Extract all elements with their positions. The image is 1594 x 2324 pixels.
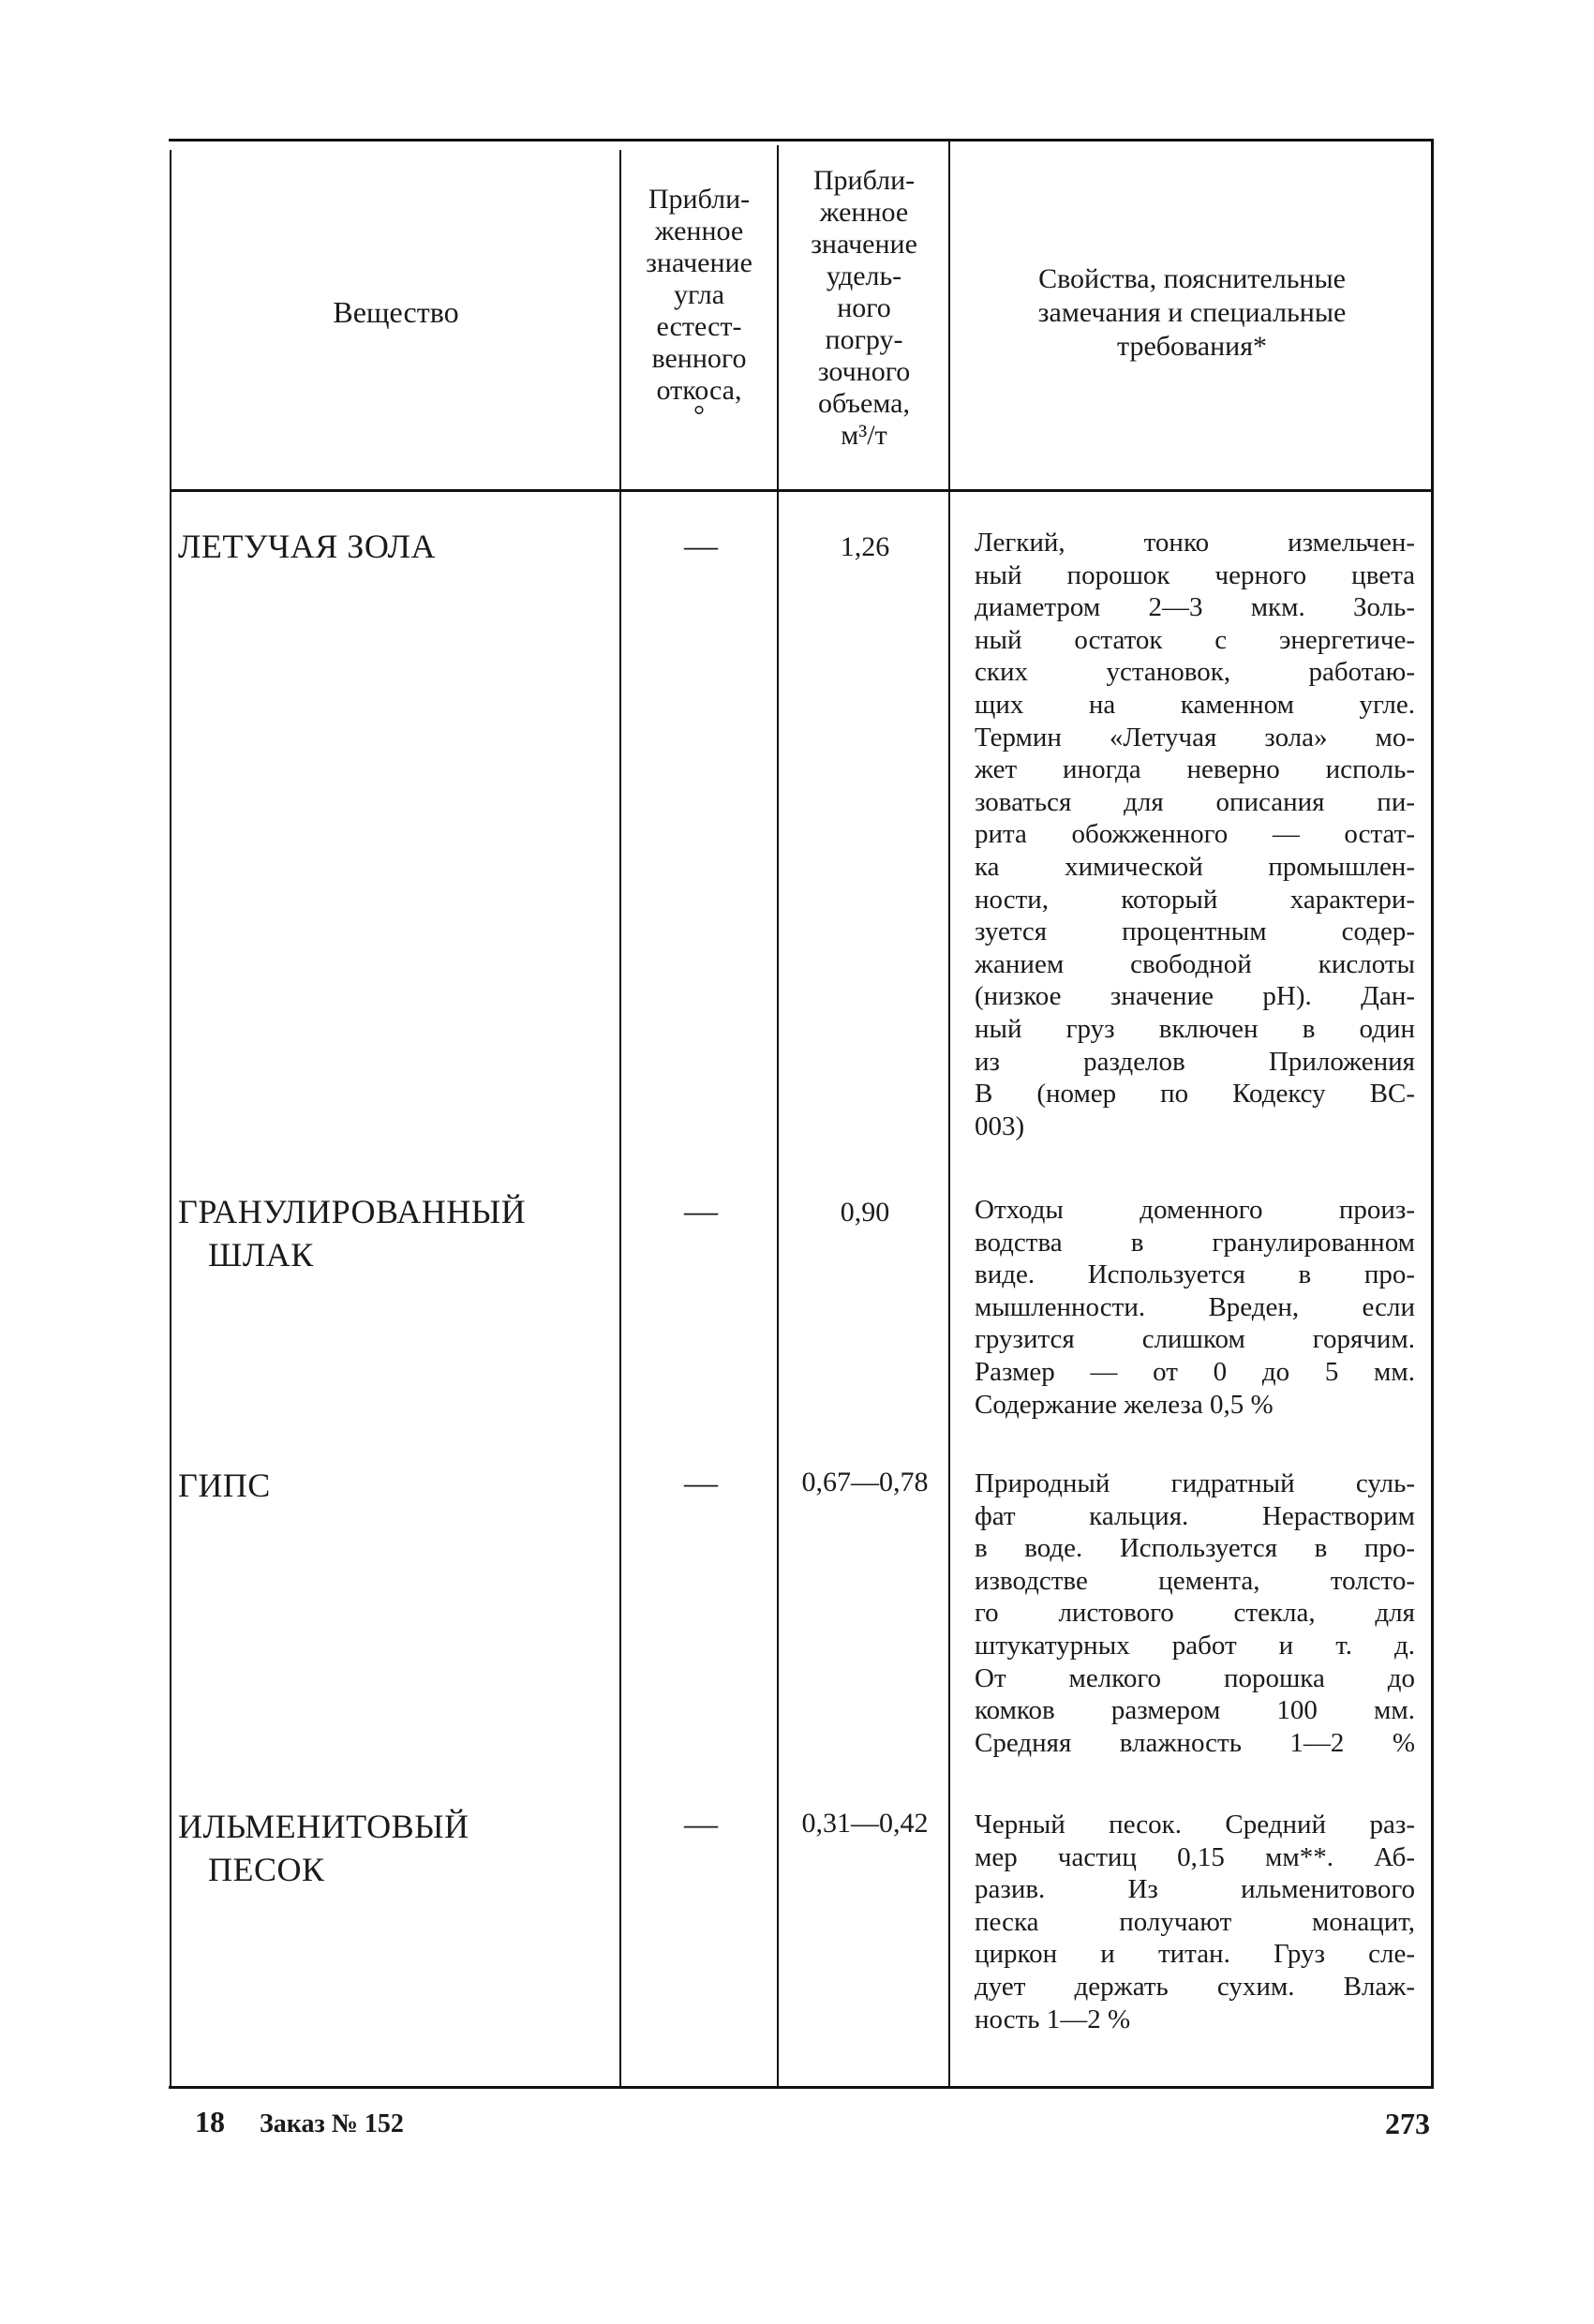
header-bottom-rule (171, 489, 1432, 492)
header-volume: Прибли- женное значение удель- ного погру- зочного объема, м³/т (811, 165, 917, 451)
header-substance: Вещество (333, 295, 459, 329)
print-signature (195, 2105, 404, 2139)
angle-value: — (684, 527, 718, 564)
description: Отходы доменного произ- водства в гранулированном виде. Используется в про- мышленности. Вреден, если грузится слишком горячим. Размер — от 0 до 5 мм. Содержание железа 0,5 % (975, 1195, 1415, 1420)
angle-value: — (684, 1464, 718, 1501)
column-divider-2 (777, 145, 779, 2088)
header-angle: Прибли- женное значение угла естест- венного откоса, ° (646, 184, 752, 431)
volume-value: 1,26 (840, 531, 890, 562)
substance-name: ИЛЬМЕНИТОВЫЙ ПЕСОК (178, 1808, 469, 1888)
table-right-border (1431, 139, 1434, 2088)
volume-value: 0,90 (840, 1197, 890, 1228)
column-divider-3 (948, 141, 950, 2088)
description: Легкий, тонко измельчен- ный порошок черного цвета диаметром 2—3 мкм. Золь- ный остаток с энергетиче- ских установок, работаю- щих на каменном угле. Термин «Летучая зола» мо- жет иногда неверно исполь- зоваться для описания пи- рита обожженного — остат- ка химической промышлен- ности, который характери- зуется процентным содер- жанием свободной кислоты (низкое значение рН). Дан- ный груз включен в один из разделов Приложения В (номер по Кодексу ВС- 003) (975, 528, 1415, 1141)
angle-value: — (684, 1192, 718, 1229)
substance-name: ЛЕТУЧАЯ ЗОЛА (178, 528, 436, 565)
table-top-rule (169, 139, 1434, 142)
sheet-number: 18 (195, 2105, 225, 2138)
angle-value: — (684, 1805, 718, 1842)
substance-name: ГИПС (178, 1467, 271, 1504)
header-properties: Свойства, пояснительные замечания и специальные требования* (1037, 263, 1347, 362)
volume-value: 0,31—0,42 (801, 1808, 929, 1839)
volume-value: 0,67—0,78 (801, 1467, 929, 1497)
description: Природный гидратный суль- фат кальция. Нерастворим в воде. Используется в про- изводстве цемента, толсто- го листового стекла, для штукатурных работ и т. д. От мелкого порошка до комков размером 100 мм. Средняя влажность 1—2 % (975, 1468, 1415, 1758)
order-number: Заказ № 152 (260, 2109, 404, 2138)
table-left-border (170, 150, 171, 2088)
substance-name: ГРАНУЛИРОВАННЫЙ ШЛАК (178, 1193, 527, 1274)
page-number: 273 (1385, 2107, 1430, 2140)
description: Черный песок. Средний раз- мер частиц 0,15 мм**. Аб- разив. Из ильменитового песка получают монацит, циркон и титан. Груз сле- дует держать сухим. Влаж- ность 1—2 % (975, 1810, 1415, 2034)
column-divider-1 (619, 150, 621, 2088)
table-bottom-rule (169, 2086, 1434, 2089)
